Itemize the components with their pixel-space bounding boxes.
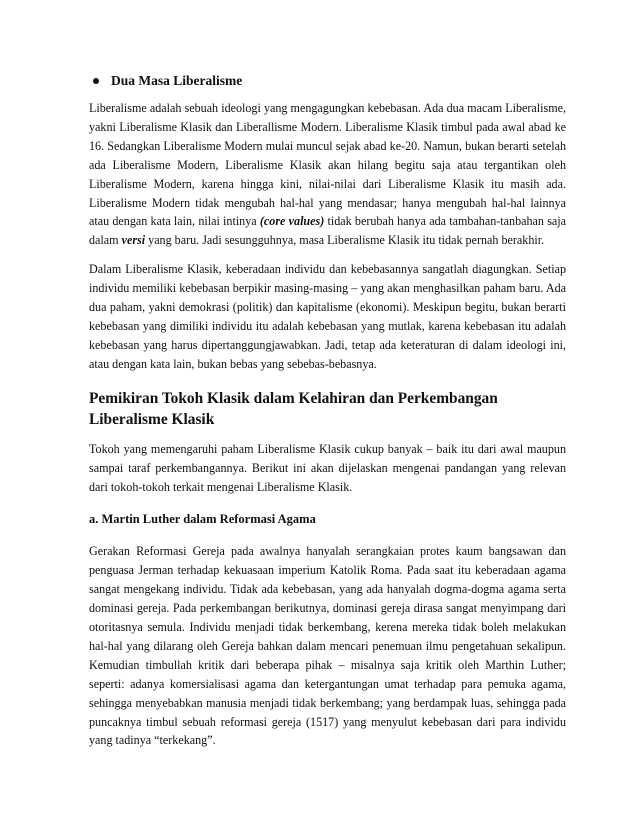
- paragraph-text: tidak berubah hanya ada tambahan-tanbahan saja dalam: [89, 214, 566, 248]
- paragraph-liberalisme-intro: [89, 99, 566, 250]
- sub-heading-martin-luther: a. Martin Luther dalam Reformasi Agama: [89, 512, 316, 527]
- paragraph-liberalisme-klasik: Dalam Liberalisme Klasik, keberadaan individu dan kebebasannya sangatlah diagungkan. Setiap individu memiliki kebebasan berpikir masing-masing – yang akan menghasilkan paham baru. Ada dua paham, yakni demokrasi (politik) dan kapitalisme (ekonomi). Meskipun begitu, bukan berarti kebebasan yang dimiliki individu itu adalah kebebasan yang mutlak, karena kebebasan itu adalah kebebasan yang harus dipertanggungjawabkan. Jadi, tetap ada keteraturan di dalam ideologi ini, atau dengan kata lain, bukan bebas yang sebebas-bebasnya.: [89, 262, 566, 371]
- bullet-heading-text: Dua Masa Liberalisme: [111, 73, 243, 88]
- bullet-heading: [89, 73, 566, 89]
- paragraph-tokoh: Tokoh yang memengaruhi paham Liberalisme Klasik cukup banyak – baik itu dari awal maupun sampai taraf perkembangannya. Berikut ini akan dijelaskan mengenai pandangan yang relevan dari tokoh-tokoh terkait mengenai Liberalisme Klasik.: [89, 441, 566, 494]
- emphasis-core-values: (core values): [259, 214, 325, 229]
- emphasis-versi: versi: [121, 233, 146, 248]
- paragraph-text: yang baru. Jadi sesungguhnya, masa Liberalisme Klasik itu tidak pernah berakhir.: [148, 233, 545, 248]
- paragraph-text: Liberalisme adalah sebuah ideologi yang mengagungkan kebebasan. Ada dua macam Liberalisme, yakni Liberalisme Klasik dan Liberallisme Modern. Liberalisme Klasik timbul pada awal abad ke 16. Sedangkan Liberalisme Modern mulai muncul sejak abad ke-20. Namun, bukan berarti setelah ada Liberalisme Modern, Liberalisme Klasik akan hilang begitu saja atau tergantikan oleh Liberalisme Modern, karena hingga kini, nilai-nilai dari Liberalisme Klasik itu masih ada. Liberalisme Modern tidak mengubah hal-hal yang mendasar; hanya mengubah hal-hal lainnya atau dengan kata lain, nilai intinya: [89, 101, 566, 229]
- section-title: Pemikiran Tokoh Klasik dalam Kelahiran dan Perkembangan Liberalisme Klasik: [89, 389, 498, 428]
- paragraph-reformasi-gereja: Gerakan Reformasi Gereja pada awalnya hanyalah serangkaian protes kaum bangsawan dan penguasa Jerman terhadap kekuasaan imperium Katolik Roma. Pada saat itu keberadaan agama sangat mengekang individu. Tidak ada kebebasan, yang ada hanyalah dogma-dogma agama serta dominasi gereja. Pada perkembangan berikutnya, dominasi gereja dirasa sangat menyimpang dari otoritasnya semula. Individu menjadi tidak berkembang, kerena mereka tidak boleh melakukan hal-hal yang dilarang oleh Gereja bahkan dalam mencari penemuan ilmu pengetahuan sekalipun. Kemudian timbullah kritik dari beberapa pihak – misalnya saja kritik oleh Marthin Luther; seperti: adanya komersialisasi agama dan ketergantungan umat terhadap para pemuka agama, sehingga menyebabkan manusia menjadi tidak berkembang; yang berdampak luas, sehingga pada puncaknya timbul sebuah reformasi gereja (1517) yang menyulut kebebasan dari para individu yang tadinya “terkekang”.: [89, 544, 566, 748]
- bullet-icon: [93, 78, 99, 84]
